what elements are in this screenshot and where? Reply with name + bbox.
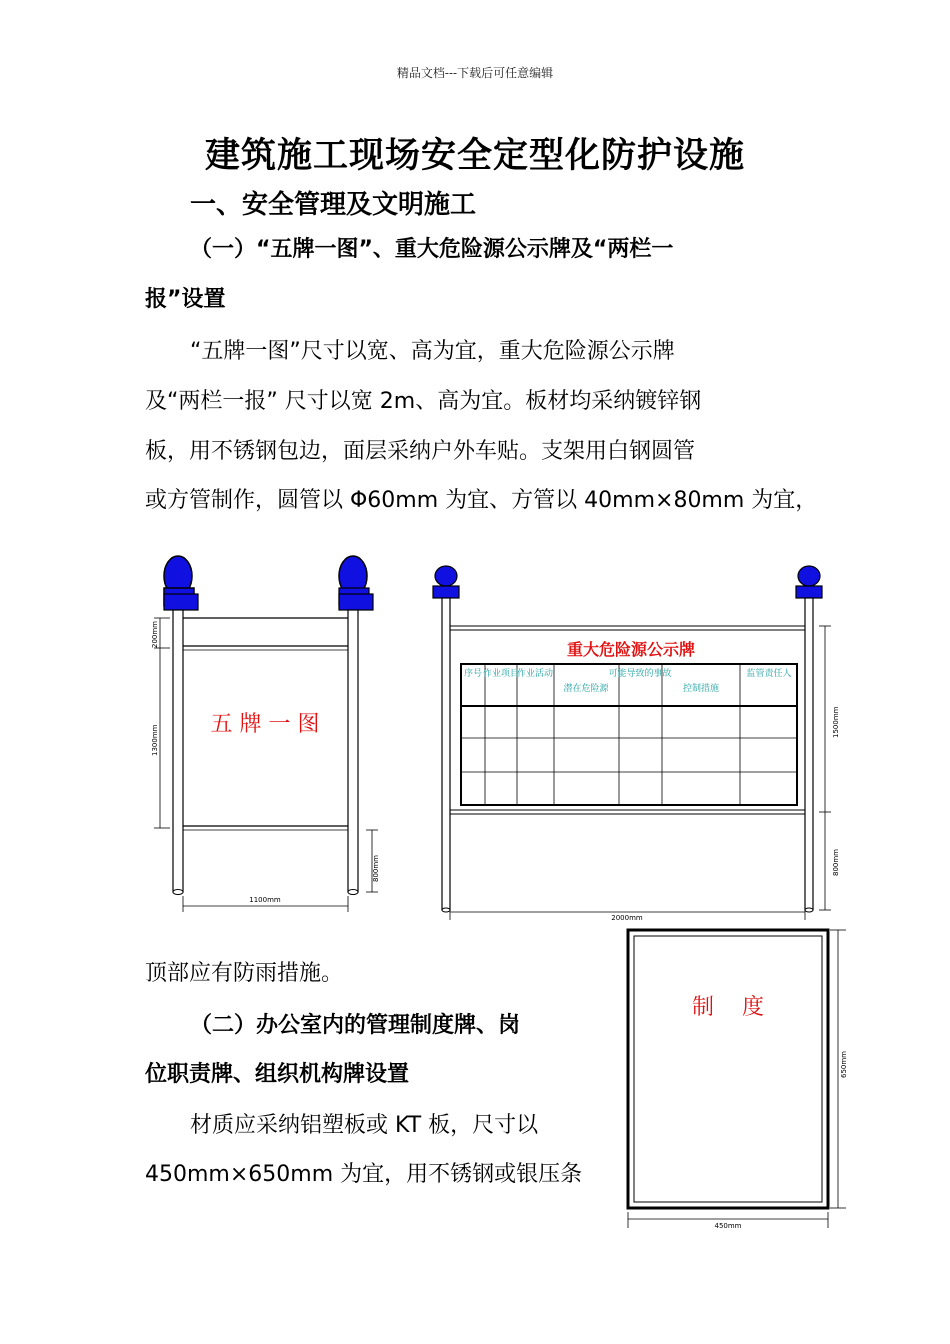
pole-cap-right [339, 556, 373, 610]
dim-top: 200mm [151, 621, 159, 648]
dim-height: 650mm [840, 1051, 848, 1078]
header-cell: 序号 [463, 669, 483, 679]
paragraph-1-line: 板，用不锈钢包边，面层采纳户外车贴。支架用白钢圆管 [145, 439, 696, 464]
paragraph-2-line: 材质应采纳铝塑板或 KT 板，尺寸以 [190, 1113, 539, 1138]
pole-cap-left [433, 566, 459, 598]
paragraph-after-figures: 顶部应有防雨措施。 [145, 961, 344, 986]
subheading-2-line2: 位职责牌、组织机构牌设置 [145, 1062, 410, 1087]
subheading-1-line1: （一）“五牌一图”、重大危险源公示牌及“两栏一 [190, 237, 674, 262]
board-label: 五 牌 一 图 [210, 712, 320, 737]
header-cell: 作业项目 [482, 669, 520, 679]
section-heading: 一、安全管理及文明施工 [190, 190, 477, 220]
pole-right [805, 598, 813, 910]
subheading-2-line1: （二）办公室内的管理制度牌、岗 [190, 1013, 521, 1038]
pole-cap-right [796, 566, 822, 598]
dim-height: 1300mm [151, 724, 159, 756]
pole-left [173, 610, 183, 892]
paragraph-1-line: 及“两栏一报” 尺寸以宽 2m、高为宜。板材均采纳镀锌钢 [145, 389, 702, 414]
pole-left [442, 598, 450, 910]
hazard-table [461, 664, 797, 805]
header-note: 精品文档---下载后可任意编辑 [396, 66, 554, 80]
pole-cap-left [164, 556, 198, 610]
paragraph-1-line: 或方管制作，圆管以 Φ60mm 为宜、方管以 40mm×80mm 为宜， [145, 488, 818, 513]
header-cell: 控制措施 [682, 684, 720, 694]
document-title: 建筑施工现场安全定型化防护设施 [204, 135, 745, 176]
rules-board-diagram [616, 922, 862, 1234]
hazard-board-diagram [425, 560, 855, 922]
dim-width: 2000mm [611, 914, 643, 922]
dim-width: 450mm [714, 1222, 742, 1230]
paragraph-2-line: 450mm×650mm 为宜，用不锈钢或银压条 [145, 1162, 583, 1187]
subheading-1-line2: 报”设置 [145, 287, 226, 312]
header-cell: 潜在危险源 [563, 684, 609, 694]
dim-height: 1500mm [832, 706, 840, 738]
dim-leg: 800mm [372, 855, 380, 882]
board-title: 重大危险源公示牌 [566, 640, 696, 659]
paragraph-1-line: “五牌一图”尺寸以宽、高为宜，重大危险源公示牌 [190, 339, 675, 364]
header-cell: 监管责任人 [746, 669, 792, 679]
header-cell: 可能导致的事故 [608, 669, 672, 679]
pole-right [348, 610, 358, 892]
five-boards-diagram [140, 548, 400, 928]
dim-width: 1100mm [249, 896, 281, 904]
dim-leg: 800mm [832, 849, 840, 876]
rules-board [628, 930, 828, 1208]
header-cell: 作业活动 [516, 669, 554, 679]
board-label: 制 度 [692, 995, 764, 1020]
